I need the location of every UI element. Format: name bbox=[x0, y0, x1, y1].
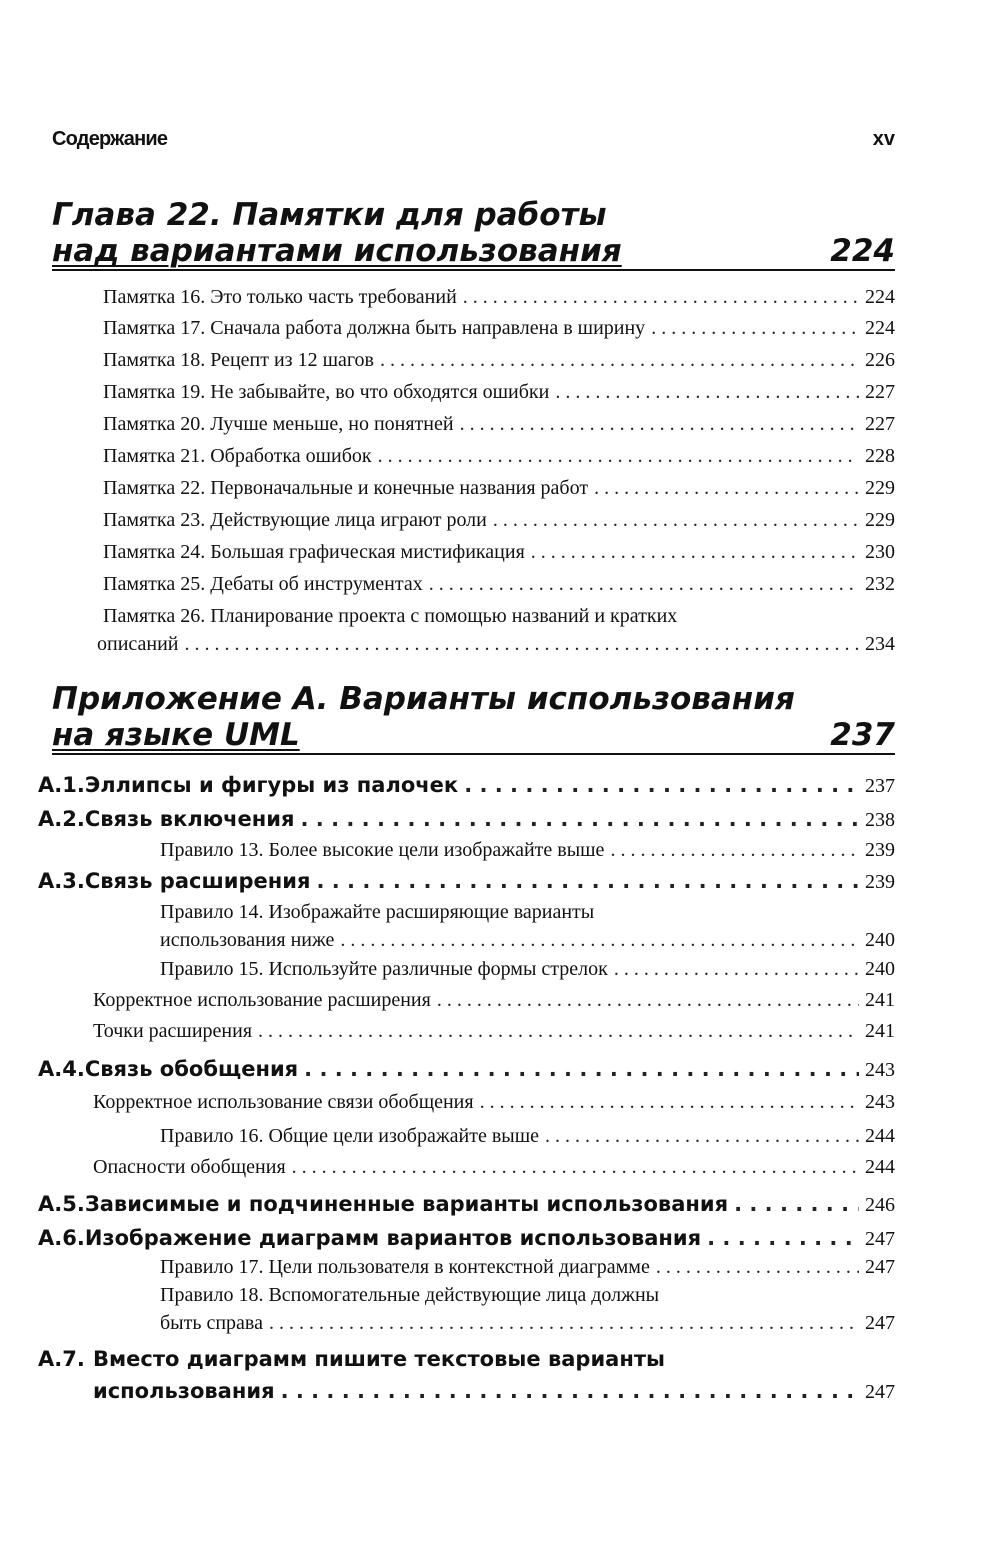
chapter-22-heading bbox=[52, 197, 895, 269]
toc-entry-memo-26-line2[interactable] bbox=[97, 631, 895, 657]
toc-entry-label: использования ниже bbox=[160, 929, 335, 951]
running-head bbox=[52, 128, 895, 151]
running-head-page-number: xv bbox=[872, 128, 895, 150]
toc-entry-memo-16[interactable] bbox=[103, 284, 895, 310]
toc-section-a5[interactable] bbox=[38, 1191, 895, 1218]
leader-dots bbox=[316, 868, 859, 894]
section-page: 246 bbox=[865, 1194, 895, 1216]
toc-section-a6[interactable] bbox=[38, 1225, 895, 1252]
section-page: 247 bbox=[865, 1228, 895, 1250]
section-label: Изображение диаграмм вариантов использования bbox=[84, 1226, 702, 1250]
running-head-section: Содержание bbox=[52, 128, 168, 150]
toc-entry-rule-15[interactable] bbox=[160, 956, 895, 982]
toc-entry-label: Памятка 25. Дебаты об инструментах bbox=[103, 573, 423, 595]
toc-section-a7-line2[interactable] bbox=[93, 1378, 895, 1405]
leader-dots bbox=[269, 1310, 859, 1336]
toc-entry-page: 247 bbox=[865, 1312, 895, 1334]
section-page: 247 bbox=[865, 1381, 895, 1403]
toc-entry-memo-20[interactable] bbox=[103, 411, 895, 437]
toc-entry-page: 244 bbox=[865, 1156, 895, 1178]
leader-dots bbox=[656, 1254, 859, 1280]
toc-entry-page: 241 bbox=[865, 1020, 895, 1042]
toc-entry-label: Корректное использование расширения bbox=[93, 989, 431, 1011]
leader-dots bbox=[340, 927, 859, 953]
leader-dots bbox=[185, 631, 859, 657]
toc-entry-page: 227 bbox=[865, 413, 895, 435]
toc-entry-page: 244 bbox=[865, 1125, 895, 1147]
section-number: А.4. bbox=[38, 1057, 85, 1081]
toc-entry-label: Памятка 22. Первоначальные и конечные названия работ bbox=[103, 477, 589, 499]
toc-entry-label: Опасности обобщения bbox=[93, 1156, 286, 1178]
toc-entry-page: 240 bbox=[865, 929, 895, 951]
toc-entry-gen-danger[interactable] bbox=[93, 1154, 895, 1180]
toc-entry-ext-points[interactable] bbox=[93, 1018, 895, 1044]
toc-entry-label: Точки расширения bbox=[93, 1020, 253, 1042]
toc-entry-memo-23[interactable] bbox=[103, 507, 895, 533]
leader-dots bbox=[614, 956, 859, 982]
toc-entry-rule-18-line2[interactable] bbox=[160, 1310, 895, 1336]
appendix-a-page: 237 bbox=[830, 717, 895, 753]
leader-dots bbox=[463, 284, 859, 310]
section-page: 243 bbox=[865, 1059, 895, 1081]
leader-dots bbox=[555, 379, 859, 405]
section-number: А.5. bbox=[38, 1192, 85, 1216]
chapter-22-title-line1: Глава 22. Памятки для работы bbox=[52, 197, 607, 233]
appendix-a-heading bbox=[52, 681, 895, 753]
section-label: Эллипсы и фигуры из палочек bbox=[84, 773, 459, 797]
leader-dots bbox=[380, 347, 859, 373]
leader-dots bbox=[480, 1089, 859, 1115]
toc-entry-label: описаний bbox=[97, 633, 179, 655]
toc-entry-rule-14-line1[interactable]: Правило 14. Изображайте расширяющие варианты bbox=[160, 901, 595, 923]
toc-entry-page: 226 bbox=[865, 349, 895, 371]
section-label: Зависимые и подчиненные варианты использования bbox=[84, 1192, 729, 1216]
chapter-22-page: 224 bbox=[830, 233, 895, 269]
section-number: А.6. bbox=[38, 1226, 85, 1250]
toc-entry-ext-correct[interactable] bbox=[93, 987, 895, 1013]
toc-section-a4[interactable] bbox=[38, 1056, 895, 1083]
leader-dots bbox=[610, 837, 859, 863]
toc-entry-page: 228 bbox=[865, 445, 895, 467]
leader-dots bbox=[301, 806, 859, 832]
leader-dots bbox=[378, 443, 859, 469]
toc-entry-label: Памятка 24. Большая графическая мистификация bbox=[103, 541, 525, 563]
toc-entry-page: 247 bbox=[865, 1256, 895, 1278]
toc-entry-label: Правило 17. Цели пользователя в контекстной диаграмме bbox=[160, 1256, 650, 1278]
toc-entry-page: 227 bbox=[865, 381, 895, 403]
leader-dots bbox=[545, 1123, 859, 1149]
section-page: 238 bbox=[865, 809, 895, 831]
toc-entry-label: Памятка 20. Лучше меньше, но понятней bbox=[103, 413, 454, 435]
section-label: Связь включения bbox=[84, 807, 295, 831]
toc-entry-label: Памятка 21. Обработка ошибок bbox=[103, 445, 372, 467]
toc-entry-page: 232 bbox=[865, 573, 895, 595]
section-label: Связь обобщения bbox=[84, 1057, 299, 1081]
toc-entry-memo-24[interactable] bbox=[103, 539, 895, 565]
leader-dots bbox=[304, 1056, 859, 1082]
toc-entry-page: 224 bbox=[865, 286, 895, 308]
toc-entry-page: 240 bbox=[865, 958, 895, 980]
toc-section-a3[interactable] bbox=[38, 868, 895, 895]
leader-dots bbox=[464, 772, 859, 798]
leader-dots bbox=[460, 411, 859, 437]
toc-entry-label: Правило 15. Используйте различные формы стрелок bbox=[160, 958, 608, 980]
section-label: Вместо диаграмм пишите текстовые варианты bbox=[93, 1347, 665, 1371]
toc-entry-memo-21[interactable] bbox=[103, 443, 895, 469]
toc-section-a1[interactable] bbox=[38, 772, 895, 799]
appendix-a-title-line2: на языке UML bbox=[52, 717, 300, 753]
toc-entry-memo-18[interactable] bbox=[103, 347, 895, 373]
toc-section-a7-line1[interactable] bbox=[38, 1346, 665, 1372]
toc-entry-memo-17[interactable] bbox=[103, 315, 895, 341]
toc-entry-page: 239 bbox=[865, 839, 895, 861]
leader-dots bbox=[292, 1154, 859, 1180]
toc-entry-memo-22[interactable] bbox=[103, 475, 895, 501]
toc-entry-page: 229 bbox=[865, 477, 895, 499]
leader-dots bbox=[651, 315, 859, 341]
toc-entry-rule-18-line1[interactable]: Правило 18. Вспомогательные действующие лица должны bbox=[160, 1284, 660, 1306]
toc-entry-label: Правило 13. Более высокие цели изображайте выше bbox=[160, 839, 605, 861]
section-number: А.1. bbox=[38, 773, 85, 797]
toc-section-a2[interactable] bbox=[38, 806, 895, 833]
toc-entry-label: Памятка 16. Это только часть требований bbox=[103, 286, 457, 308]
leader-dots bbox=[734, 1191, 859, 1217]
section-page: 239 bbox=[865, 871, 895, 893]
section-label: использования bbox=[93, 1379, 275, 1403]
leader-dots bbox=[707, 1225, 859, 1251]
section-number: А.3. bbox=[38, 869, 85, 893]
leader-dots bbox=[258, 1018, 859, 1044]
toc-entry-label: Памятка 18. Рецепт из 12 шагов bbox=[103, 349, 374, 371]
toc-entry-label: Памятка 23. Действующие лица играют роли bbox=[103, 509, 487, 531]
toc-entry-memo-26-line1[interactable]: Памятка 26. Планирование проекта с помощью названий и кратких bbox=[103, 605, 678, 627]
section-number: А.2. bbox=[38, 807, 85, 831]
toc-entry-rule-13[interactable] bbox=[160, 837, 895, 863]
toc-entry-memo-25[interactable] bbox=[103, 571, 895, 597]
toc-entry-rule-16[interactable] bbox=[160, 1123, 895, 1149]
toc-entry-rule-17[interactable] bbox=[160, 1254, 895, 1280]
leader-dots bbox=[594, 475, 859, 501]
leader-dots bbox=[437, 987, 859, 1013]
leader-dots bbox=[493, 507, 859, 533]
toc-entry-gen-correct[interactable] bbox=[93, 1089, 895, 1115]
toc-entry-page: 229 bbox=[865, 509, 895, 531]
leader-dots bbox=[281, 1378, 859, 1404]
toc-entry-label: Правило 16. Общие цели изображайте выше bbox=[160, 1125, 540, 1147]
section-label: Связь расширения bbox=[84, 869, 311, 893]
toc-entry-page: 224 bbox=[865, 317, 895, 339]
toc-entry-label: Корректное использование связи обобщения bbox=[93, 1091, 474, 1113]
toc-entry-label: Памятка 19. Не забывайте, во что обходятся ошибки bbox=[103, 381, 550, 403]
toc-entry-memo-19[interactable] bbox=[103, 379, 895, 405]
appendix-a-title-line1: Приложение А. Варианты использования bbox=[52, 681, 795, 717]
toc-entry-label: Памятка 17. Сначала работа должна быть направлена в ширину bbox=[103, 317, 646, 339]
toc-entry-page: 243 bbox=[865, 1091, 895, 1113]
toc-entry-page: 241 bbox=[865, 989, 895, 1011]
toc-entry-rule-14-line2[interactable] bbox=[160, 927, 895, 953]
leader-dots bbox=[429, 571, 859, 597]
section-page: 237 bbox=[865, 775, 895, 797]
section-number: А.7. bbox=[38, 1347, 85, 1371]
appendix-a-rule bbox=[52, 753, 895, 755]
toc-entry-page: 230 bbox=[865, 541, 895, 563]
toc-entry-page: 234 bbox=[865, 633, 895, 655]
chapter-22-rule bbox=[52, 269, 895, 271]
chapter-22-title-line2: над вариантами использования bbox=[52, 233, 622, 269]
toc-entry-label: быть справа bbox=[160, 1312, 263, 1334]
leader-dots bbox=[531, 539, 859, 565]
